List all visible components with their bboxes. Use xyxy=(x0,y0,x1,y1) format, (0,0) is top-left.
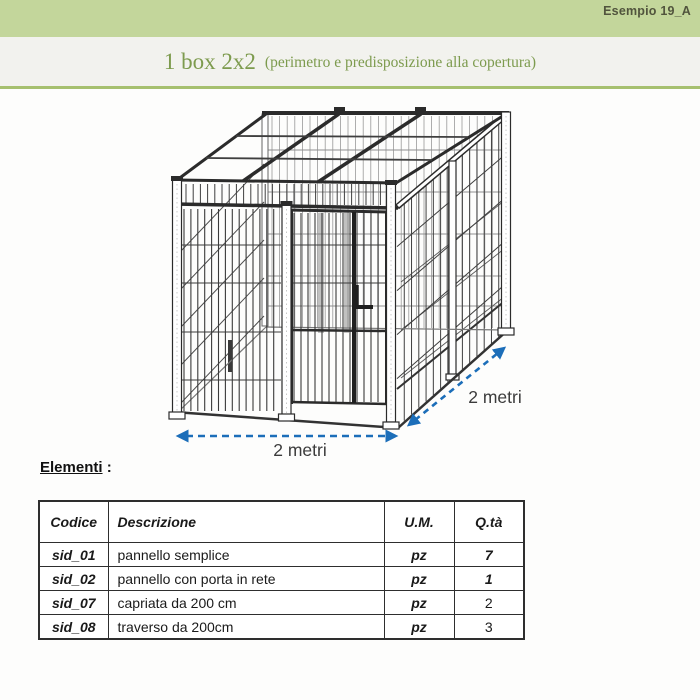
cell-qta: 3 xyxy=(454,615,524,640)
table-row xyxy=(39,567,524,591)
elements-table xyxy=(38,500,525,640)
cell-descrizione: pannello con porta in rete xyxy=(108,567,384,591)
cell-um: pz xyxy=(384,567,454,591)
elements-heading: Elementi : xyxy=(40,459,112,476)
cell-descrizione: capriata da 200 cm xyxy=(108,591,384,615)
page-subtitle: (perimetro e predisposizione alla copertura) xyxy=(264,54,537,71)
cell-codice: sid_07 xyxy=(39,591,108,615)
table-row xyxy=(39,591,524,615)
table-row xyxy=(39,543,524,567)
cell-codice: sid_08 xyxy=(39,615,108,640)
cell-qta: 1 xyxy=(454,567,524,591)
cell-um: pz xyxy=(384,543,454,567)
cell-um: pz xyxy=(384,591,454,615)
table-row xyxy=(39,615,524,640)
table-header-row xyxy=(39,501,524,543)
cell-qta: 2 xyxy=(454,591,524,615)
cell-codice: sid_02 xyxy=(39,567,108,591)
column-header-codice: Codice xyxy=(39,501,108,543)
cell-descrizione: traverso da 200cm xyxy=(108,615,384,640)
column-header-um: U.M. xyxy=(384,501,454,543)
cell-descrizione: pannello semplice xyxy=(108,543,384,567)
page-title: 1 box 2x2 xyxy=(163,48,256,74)
dimension-label-depth: 2 metri xyxy=(468,387,522,407)
column-header-qta: Q.tà xyxy=(454,501,524,543)
cell-codice: sid_01 xyxy=(39,543,108,567)
dimension-label-width: 2 metri xyxy=(273,440,327,460)
column-header-descrizione: Descrizione xyxy=(108,501,384,543)
document-reference: Esempio 19_A xyxy=(603,4,691,18)
cell-um: pz xyxy=(384,615,454,640)
cell-qta: 7 xyxy=(454,543,524,567)
